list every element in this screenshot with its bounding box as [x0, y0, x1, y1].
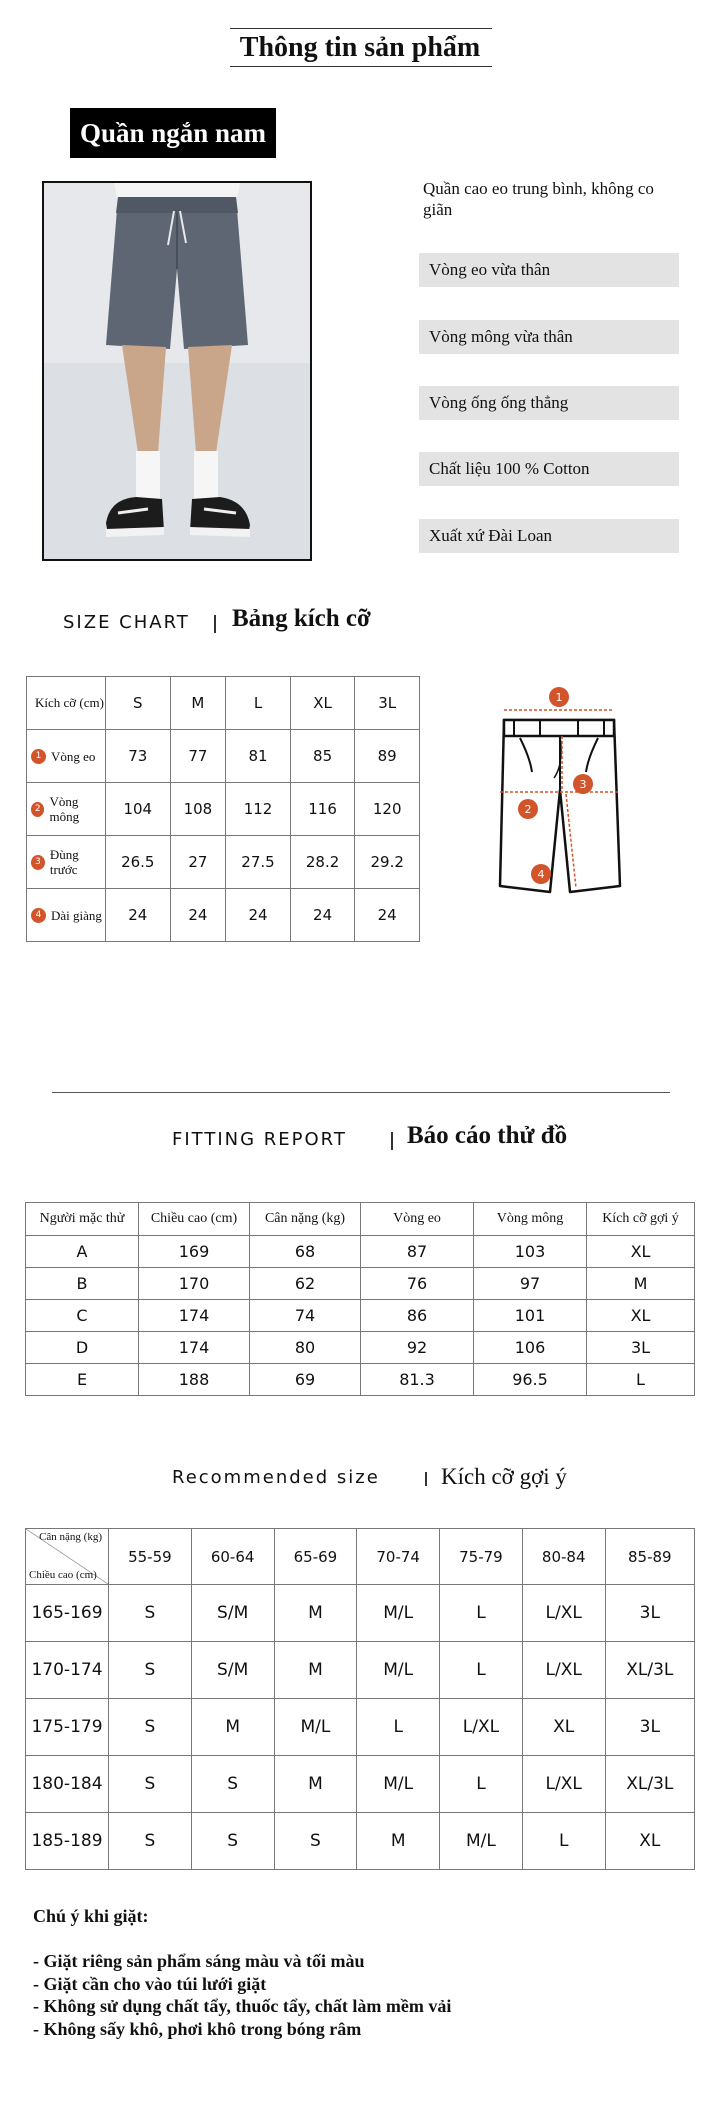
- table-cell: S: [191, 1756, 274, 1813]
- table-cell: 24: [170, 889, 226, 942]
- table-cell: 104: [106, 783, 171, 836]
- table-cell: 106: [474, 1332, 587, 1364]
- row-label: Vòng eo: [51, 748, 96, 764]
- size-chart-header-row: [27, 677, 420, 730]
- size-chart-table: [26, 676, 420, 942]
- table-cell: 116: [290, 783, 355, 836]
- table-cell: XL: [587, 1300, 695, 1332]
- table-cell: L: [587, 1364, 695, 1396]
- table-cell: 24: [355, 889, 420, 942]
- feature-hip: Vòng mông vừa thân: [419, 320, 679, 354]
- table-cell: 27: [170, 836, 226, 889]
- height-row-header: 165-169: [26, 1585, 109, 1642]
- column-header: Chiều cao (cm): [139, 1203, 250, 1236]
- table-cell: 188: [139, 1364, 250, 1396]
- feature-material: Chất liệu 100 % Cotton: [419, 452, 679, 486]
- table-cell: 170: [139, 1268, 250, 1300]
- table-cell: 62: [250, 1268, 361, 1300]
- svg-text:3: 3: [579, 778, 587, 791]
- page-title: Thông tin sản phẩm: [239, 32, 481, 63]
- table-row: [26, 1236, 695, 1268]
- table-cell: 96.5: [474, 1364, 587, 1396]
- table-cell: 103: [474, 1236, 587, 1268]
- table-cell: S: [109, 1813, 192, 1870]
- product-photo: [42, 181, 312, 561]
- table-cell: 112: [226, 783, 291, 836]
- weight-col-header: 80-84: [522, 1529, 605, 1585]
- fitting-report-heading-vi: Báo cáo thử đồ: [407, 1122, 568, 1149]
- table-cell: 26.5: [106, 836, 171, 889]
- table-cell: 77: [170, 730, 226, 783]
- table-row: [27, 836, 420, 889]
- table-cell: 81.3: [361, 1364, 474, 1396]
- recommended-corner: [26, 1529, 109, 1585]
- table-cell: M: [357, 1813, 440, 1870]
- table-cell: S/M: [191, 1642, 274, 1699]
- feature-origin: Xuất xứ Đài Loan: [419, 519, 679, 553]
- table-cell: 87: [361, 1236, 474, 1268]
- table-cell: M/L: [357, 1756, 440, 1813]
- weight-col-header: 85-89: [605, 1529, 694, 1585]
- weight-col-header: 55-59: [109, 1529, 192, 1585]
- table-cell: M: [274, 1642, 357, 1699]
- product-name-badge: Quần ngắn nam: [70, 108, 276, 158]
- care-item: - Không sấy khô, phơi khô trong bóng râm: [33, 2018, 362, 2039]
- table-cell: L: [357, 1699, 440, 1756]
- table-cell: 68: [250, 1236, 361, 1268]
- height-row-header: 180-184: [26, 1756, 109, 1813]
- diagram-marker-2-icon: [518, 799, 538, 819]
- recommended-heading-en: Recommended size: [172, 1467, 380, 1488]
- table-cell: 24: [226, 889, 291, 942]
- marker-1-icon: 1: [31, 749, 46, 764]
- care-item: - Giặt riêng sản phẩm sáng màu và tối màu: [33, 1951, 365, 1971]
- fitting-report-heading-en: FITTING REPORT: [172, 1129, 347, 1150]
- height-row-header: 185-189: [26, 1813, 109, 1870]
- table-cell: L: [522, 1813, 605, 1870]
- table-cell: 174: [139, 1300, 250, 1332]
- table-cell: L/XL: [522, 1585, 605, 1642]
- table-cell: 80: [250, 1332, 361, 1364]
- table-cell: M: [274, 1585, 357, 1642]
- table-cell: XL/3L: [605, 1642, 694, 1699]
- size-col-header: XL: [290, 677, 355, 730]
- table-cell: L/XL: [440, 1699, 523, 1756]
- table-row: [26, 1268, 695, 1300]
- table-cell: S: [274, 1813, 357, 1870]
- table-cell: XL: [587, 1236, 695, 1268]
- table-cell: 3L: [605, 1585, 694, 1642]
- care-list: [33, 1950, 451, 2040]
- fitting-header-row: [26, 1203, 695, 1236]
- title-rule-bottom: [230, 66, 492, 67]
- table-cell: 24: [290, 889, 355, 942]
- marker-4-icon: 4: [31, 908, 46, 923]
- table-cell: 27.5: [226, 836, 291, 889]
- size-chart-heading-en: SIZE CHART: [63, 612, 190, 633]
- table-cell: M/L: [357, 1585, 440, 1642]
- column-header: Cân nặng (kg): [250, 1203, 361, 1236]
- feature-waist: Vòng eo vừa thân: [419, 253, 679, 287]
- table-cell: XL: [522, 1699, 605, 1756]
- table-cell: S: [191, 1813, 274, 1870]
- recommended-header-row: [26, 1529, 695, 1585]
- table-cell: L/XL: [522, 1756, 605, 1813]
- size-col-header: S: [106, 677, 171, 730]
- table-cell: M/L: [357, 1642, 440, 1699]
- table-cell: L/XL: [522, 1642, 605, 1699]
- table-row: [26, 1699, 695, 1756]
- height-row-header: 170-174: [26, 1642, 109, 1699]
- table-row: [26, 1332, 695, 1364]
- table-cell: M: [274, 1756, 357, 1813]
- diagram-marker-4-icon: [531, 864, 551, 884]
- table-row: [26, 1642, 695, 1699]
- table-cell: S: [109, 1699, 192, 1756]
- table-row: [26, 1813, 695, 1870]
- care-item: - Không sử dụng chất tẩy, thuốc tẩy, chất làm mềm vải: [33, 1996, 452, 2016]
- table-cell: 74: [250, 1300, 361, 1332]
- table-cell: S: [109, 1756, 192, 1813]
- care-item: - Giặt cần cho vào túi lưới giặt: [33, 1973, 267, 1994]
- table-cell: 89: [355, 730, 420, 783]
- row-label: Đùng trước: [49, 847, 79, 877]
- section-divider: [52, 1092, 670, 1093]
- table-row: [26, 1364, 695, 1396]
- table-row: [27, 783, 420, 836]
- table-cell: XL: [605, 1813, 694, 1870]
- table-cell: M/L: [440, 1813, 523, 1870]
- table-cell: C: [26, 1300, 139, 1332]
- size-chart-heading-divider: [214, 615, 216, 633]
- column-header: Người mặc thử: [26, 1203, 139, 1236]
- weight-col-header: 60-64: [191, 1529, 274, 1585]
- size-chart-heading-vi: Bảng kích cỡ: [232, 605, 371, 632]
- feature-leg: Vòng ống ống thẳng: [419, 386, 679, 420]
- table-cell: D: [26, 1332, 139, 1364]
- care-title: Chú ý khi giặt:: [33, 1906, 149, 1926]
- table-row: [27, 889, 420, 942]
- table-cell: 174: [139, 1332, 250, 1364]
- fitting-report-heading-divider: [391, 1132, 393, 1150]
- shorts-measurement-diagram: [490, 680, 630, 910]
- table-cell: 28.2: [290, 836, 355, 889]
- table-cell: E: [26, 1364, 139, 1396]
- weight-col-header: 65-69: [274, 1529, 357, 1585]
- table-cell: 81: [226, 730, 291, 783]
- marker-2-icon: 2: [31, 802, 44, 817]
- table-row: [27, 730, 420, 783]
- size-col-header: 3L: [355, 677, 420, 730]
- table-row: [26, 1300, 695, 1332]
- table-cell: B: [26, 1268, 139, 1300]
- weight-col-header: 75-79: [440, 1529, 523, 1585]
- table-cell: 69: [250, 1364, 361, 1396]
- table-cell: 3L: [605, 1699, 694, 1756]
- table-cell: 3L: [587, 1332, 695, 1364]
- svg-text:2: 2: [524, 803, 532, 816]
- row-label: Dài giàng: [51, 907, 102, 923]
- title-rule-top: [230, 28, 492, 29]
- table-cell: A: [26, 1236, 139, 1268]
- table-cell: 86: [361, 1300, 474, 1332]
- table-cell: 73: [106, 730, 171, 783]
- table-cell: 108: [170, 783, 226, 836]
- svg-text:1: 1: [555, 691, 563, 704]
- table-cell: 101: [474, 1300, 587, 1332]
- weight-col-header: 70-74: [357, 1529, 440, 1585]
- size-col-header: M: [170, 677, 226, 730]
- table-cell: 85: [290, 730, 355, 783]
- svg-text:4: 4: [537, 868, 545, 881]
- table-cell: M: [587, 1268, 695, 1300]
- table-cell: M: [191, 1699, 274, 1756]
- table-cell: S/M: [191, 1585, 274, 1642]
- table-cell: L: [440, 1756, 523, 1813]
- table-cell: 29.2: [355, 836, 420, 889]
- table-cell: 76: [361, 1268, 474, 1300]
- table-cell: 92: [361, 1332, 474, 1364]
- table-cell: L: [440, 1642, 523, 1699]
- fitting-report-table: [25, 1202, 695, 1396]
- table-cell: 24: [106, 889, 171, 942]
- size-col-header: L: [226, 677, 291, 730]
- corner-weight-label: Cân nặng (kg): [39, 1531, 102, 1543]
- column-header: Vòng mông: [474, 1203, 587, 1236]
- recommended-heading-divider: [425, 1472, 427, 1486]
- table-cell: XL/3L: [605, 1756, 694, 1813]
- height-row-header: 175-179: [26, 1699, 109, 1756]
- diagram-marker-1-icon: [549, 687, 569, 707]
- row-label: Vòng mông: [49, 794, 80, 824]
- column-header: Vòng eo: [361, 1203, 474, 1236]
- size-chart-corner: Kích cỡ (cm): [27, 677, 106, 730]
- product-description: Quần cao eo trung bình, không co giãn: [423, 179, 654, 219]
- table-cell: 120: [355, 783, 420, 836]
- table-cell: L: [440, 1585, 523, 1642]
- table-cell: M/L: [274, 1699, 357, 1756]
- recommended-size-table: [25, 1528, 695, 1870]
- recommended-heading-vi: Kích cỡ gợi ý: [441, 1464, 567, 1489]
- table-row: [26, 1756, 695, 1813]
- model-wearing-shorts-image: [44, 183, 310, 559]
- corner-height-label: Chiều cao (cm): [29, 1569, 97, 1581]
- table-row: [26, 1585, 695, 1642]
- table-cell: S: [109, 1642, 192, 1699]
- table-cell: 169: [139, 1236, 250, 1268]
- table-cell: 97: [474, 1268, 587, 1300]
- diagram-marker-3-icon: [573, 774, 593, 794]
- table-cell: S: [109, 1585, 192, 1642]
- column-header: Kích cỡ gợi ý: [587, 1203, 695, 1236]
- marker-3-icon: 3: [31, 855, 45, 870]
